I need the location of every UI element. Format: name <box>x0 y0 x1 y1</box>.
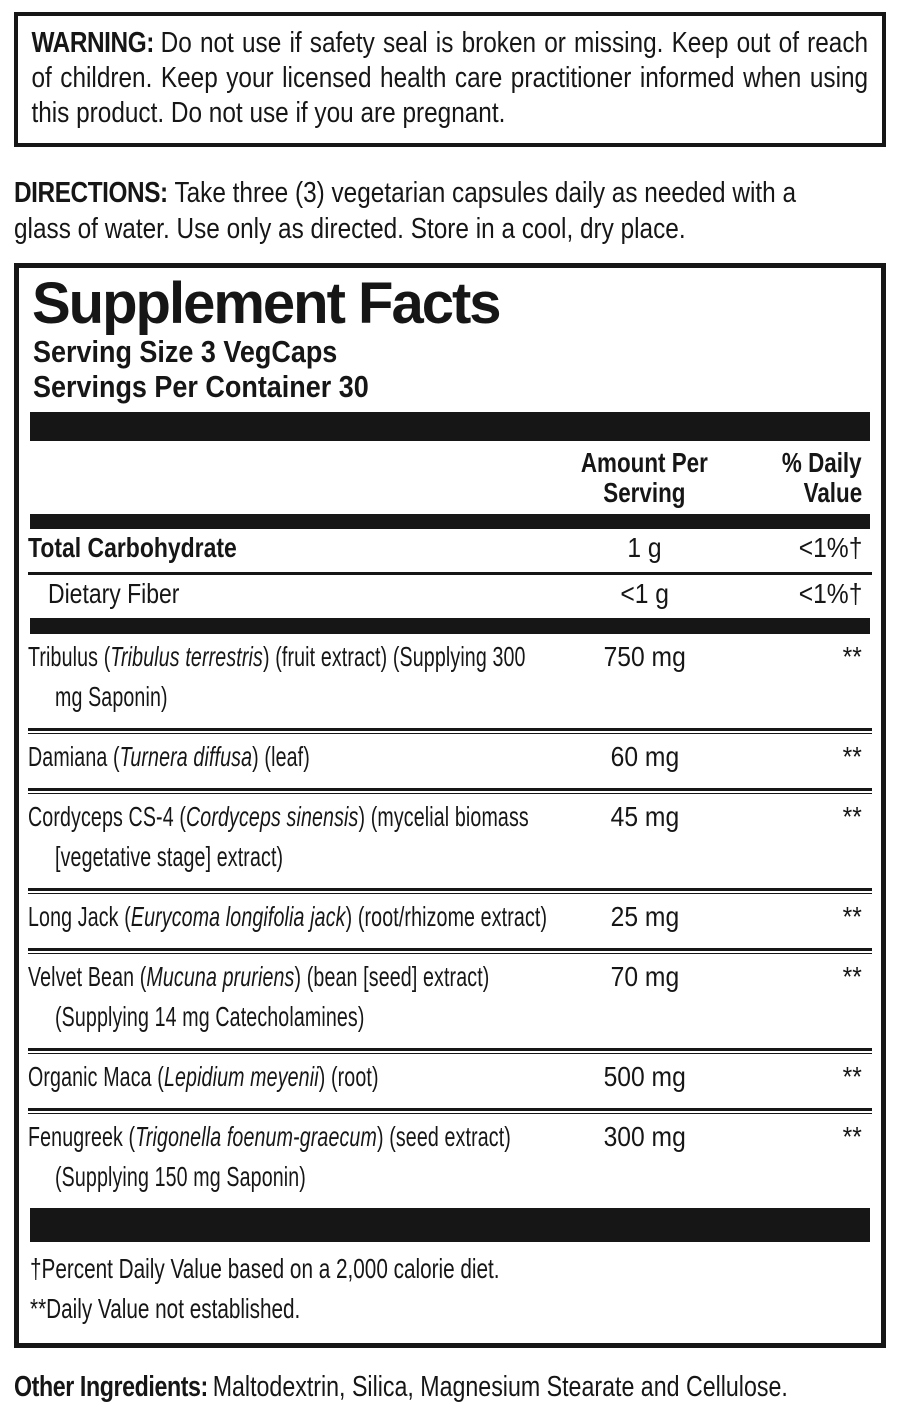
ingredient-name: Fenugreek (Trigonella foenum-graecum) (seed extract) (Supplying 150 mg Saponin) <box>28 1121 511 1192</box>
warning-label: WARNING: <box>31 27 154 59</box>
footnotes <box>28 1242 872 1335</box>
warning-text <box>18 16 882 143</box>
footnote-daily-value: †Percent Daily Value based on a 2,000 calorie diet. <box>30 1253 500 1284</box>
ingredient-row <box>28 634 872 728</box>
nutrient-row-dietary-fiber: Dietary Fiber <1 g <1%† <box>48 578 862 609</box>
footnote-not-established: **Daily Value not established. <box>30 1293 301 1324</box>
warning-body: Do not use if safety seal is broken or missing. Keep out of reach of children. Keep your licensed health care practitioner informed when using this product. Do not use if you are pregnant. <box>31 27 869 129</box>
ingredient-row <box>28 954 872 1048</box>
directions-label: DIRECTIONS: <box>14 177 168 209</box>
section-bar-top <box>30 412 870 441</box>
other-ingredients-body: Maltodextrin, Silica, Magnesium Stearate and Cellulose. <box>212 1371 788 1403</box>
ingredient-name: Cordyceps CS-4 (Cordyceps sinensis) (mycelial biomass [vegetative stage] extract) <box>28 801 529 872</box>
ingredient-daily-value: ** <box>842 801 862 832</box>
column-headers <box>28 441 872 514</box>
ingredient-rows <box>28 634 872 1208</box>
ingredient-row <box>28 794 872 888</box>
ingredient-name: Organic Maca (Lepidium meyenii) (root) <box>28 1061 379 1092</box>
ingredient-daily-value: ** <box>842 641 862 672</box>
servings-per-container: Servings Per Container 30 <box>33 369 369 404</box>
ingredient-name: Velvet Bean (Mucuna pruriens) (bean [seed] extract) (Supplying 14 mg Catecholamines) <box>28 961 490 1032</box>
ingredient-daily-value: ** <box>842 741 862 772</box>
ingredient-name: Tribulus (Tribulus terrestris) (fruit extract) (Supplying 300 mg Saponin) <box>28 641 526 712</box>
ingredient-daily-value: ** <box>842 961 862 992</box>
other-ingredients-label: Other Ingredients: <box>14 1371 208 1403</box>
ingredient-name: Long Jack (Eurycoma longifolia jack) (root/rhizome extract) <box>28 901 548 932</box>
nutrient-row-total-carbohydrate: Total Carbohydrate 1 g <1%† <box>28 532 862 563</box>
serving-size: Serving Size 3 VegCaps <box>33 334 338 369</box>
section-bar-ingredients <box>30 1208 870 1242</box>
ingredient-amount: 25 mg <box>610 901 679 932</box>
other-ingredients-text <box>14 1370 788 1404</box>
ingredient-amount: 60 mg <box>610 741 679 772</box>
ingredient-amount: 500 mg <box>603 1061 686 1092</box>
ingredient-amount: 70 mg <box>610 961 679 992</box>
ingredient-daily-value: ** <box>842 1061 862 1092</box>
ingredient-row <box>28 734 872 788</box>
ingredient-row <box>28 1054 872 1108</box>
section-bar-headers <box>30 514 870 529</box>
ingredient-amount: 750 mg <box>603 641 686 672</box>
daily-value-column-header: % Daily Value <box>782 447 862 508</box>
amount-column-header: Amount Per Serving <box>581 447 708 508</box>
ingredient-amount: 300 mg <box>603 1121 686 1152</box>
directions-text <box>14 175 841 247</box>
supplement-facts-panel <box>14 263 886 1348</box>
warning-box <box>14 12 886 147</box>
directions-section <box>14 175 886 247</box>
section-bar-nutrients <box>30 618 870 634</box>
ingredient-row <box>28 1114 872 1208</box>
ingredient-amount: 45 mg <box>610 801 679 832</box>
other-ingredients-section <box>14 1370 886 1404</box>
ingredient-daily-value: ** <box>842 1121 862 1152</box>
panel-title: Supplement Facts <box>32 271 500 336</box>
ingredient-row <box>28 894 872 948</box>
ingredient-daily-value: ** <box>842 901 862 932</box>
ingredient-name: Damiana (Turnera diffusa) (leaf) <box>28 741 310 772</box>
directions-body: Take three (3) vegetarian capsules daily as needed with a glass of water. Use only as directed. Store in a cool, dry place. <box>14 177 797 245</box>
